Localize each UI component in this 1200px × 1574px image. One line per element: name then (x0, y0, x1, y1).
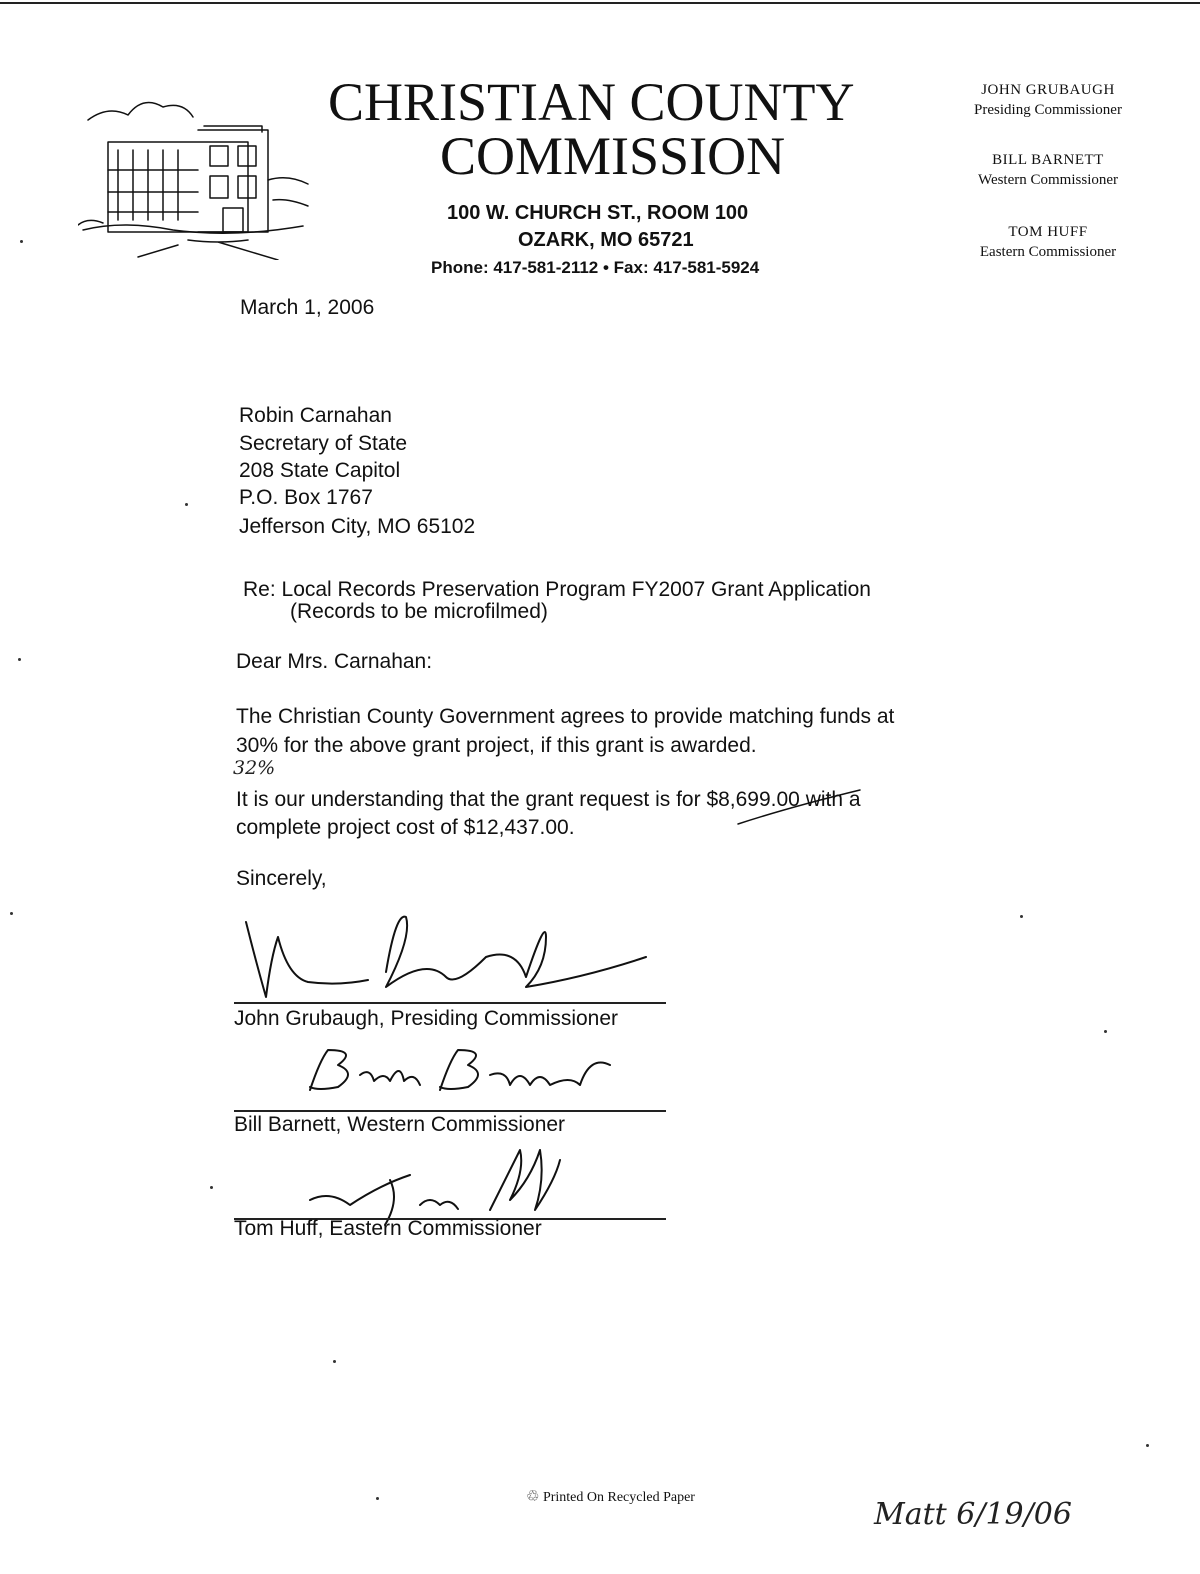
recipient-line: 208 State Capitol (239, 459, 401, 482)
recycle-icon: ♲ (526, 1489, 540, 1505)
paragraph2-line2: complete project cost of $12,437.00. (236, 816, 575, 839)
address-line1: 100 W. CHURCH ST., ROOM 100 (447, 202, 749, 224)
scan-speck (18, 658, 21, 661)
org-name-line2: COMMISSION (440, 126, 786, 186)
strikethrough-mark (730, 782, 870, 832)
commissioner-western (948, 150, 1148, 190)
signature-bill-barnett (290, 1040, 630, 1100)
paragraph2-line1: It is our understanding that the grant request is for $8,699.00 with a (236, 788, 861, 811)
signature-john-grubaugh (236, 912, 656, 1022)
paragraph1-line1: The Christian County Government agrees to provide matching funds at (236, 705, 895, 728)
handwritten-dated-note: Matt 6/19/06 (874, 1497, 1072, 1532)
commissioner-presiding (948, 80, 1148, 120)
letter-date: March 1, 2006 (240, 296, 375, 319)
phone-fax: Phone: 417-581-2112 • Fax: 417-581-5924 (431, 258, 760, 277)
recipient-line: P.O. Box 1767 (239, 486, 373, 509)
signatory-name: Bill Barnett, Western Commissioner (234, 1113, 566, 1136)
subject-line-detail: (Records to be microfilmed) (290, 600, 548, 623)
org-name-line1: CHRISTIAN COUNTY (328, 72, 855, 132)
signature-line (234, 1110, 666, 1112)
recycled-paper-notice (526, 1487, 695, 1506)
courthouse-logo-icon (78, 80, 318, 260)
scan-speck (376, 1497, 379, 1500)
top-edge-line (0, 2, 1200, 4)
scan-speck (210, 1186, 213, 1189)
scan-speck (1020, 915, 1023, 918)
commissioner-name: TOM HUFF (1008, 224, 1088, 240)
scan-speck (20, 240, 23, 243)
scan-speck (1104, 1030, 1107, 1033)
scan-speck (333, 1360, 336, 1363)
commissioner-title: Presiding Commissioner (974, 102, 1122, 118)
commissioner-name: JOHN GRUBAUGH (981, 82, 1115, 98)
signatory-name: John Grubaugh, Presiding Commissioner (234, 1007, 619, 1030)
address-line2: OZARK, MO 65721 (518, 229, 694, 251)
commissioner-name: BILL BARNETT (992, 152, 1104, 168)
recycled-text: Printed On Recycled Paper (542, 1490, 695, 1505)
signatory-name: Tom Huff, Eastern Commissioner (234, 1217, 542, 1240)
handwritten-percent-correction: 32% (233, 757, 276, 779)
subject-line: Re: Local Records Preservation Program FY2007 Grant Application (243, 578, 871, 601)
commissioner-eastern (948, 222, 1148, 262)
paragraph1-line2: 30% for the above grant project, if this grant is awarded. (236, 734, 757, 757)
recipient-line: Jefferson City, MO 65102 (239, 515, 476, 538)
recipient-line: Secretary of State (239, 432, 408, 455)
closing: Sincerely, (236, 867, 327, 890)
signature-line (234, 1002, 666, 1004)
scan-speck (10, 912, 13, 915)
commissioner-title: Western Commissioner (977, 172, 1119, 188)
salutation: Dear Mrs. Carnahan: (236, 650, 433, 673)
recipient-line: Robin Carnahan (239, 404, 392, 427)
scan-speck (1146, 1444, 1149, 1447)
scan-speck (185, 503, 188, 506)
commissioner-title: Eastern Commissioner (979, 244, 1117, 260)
